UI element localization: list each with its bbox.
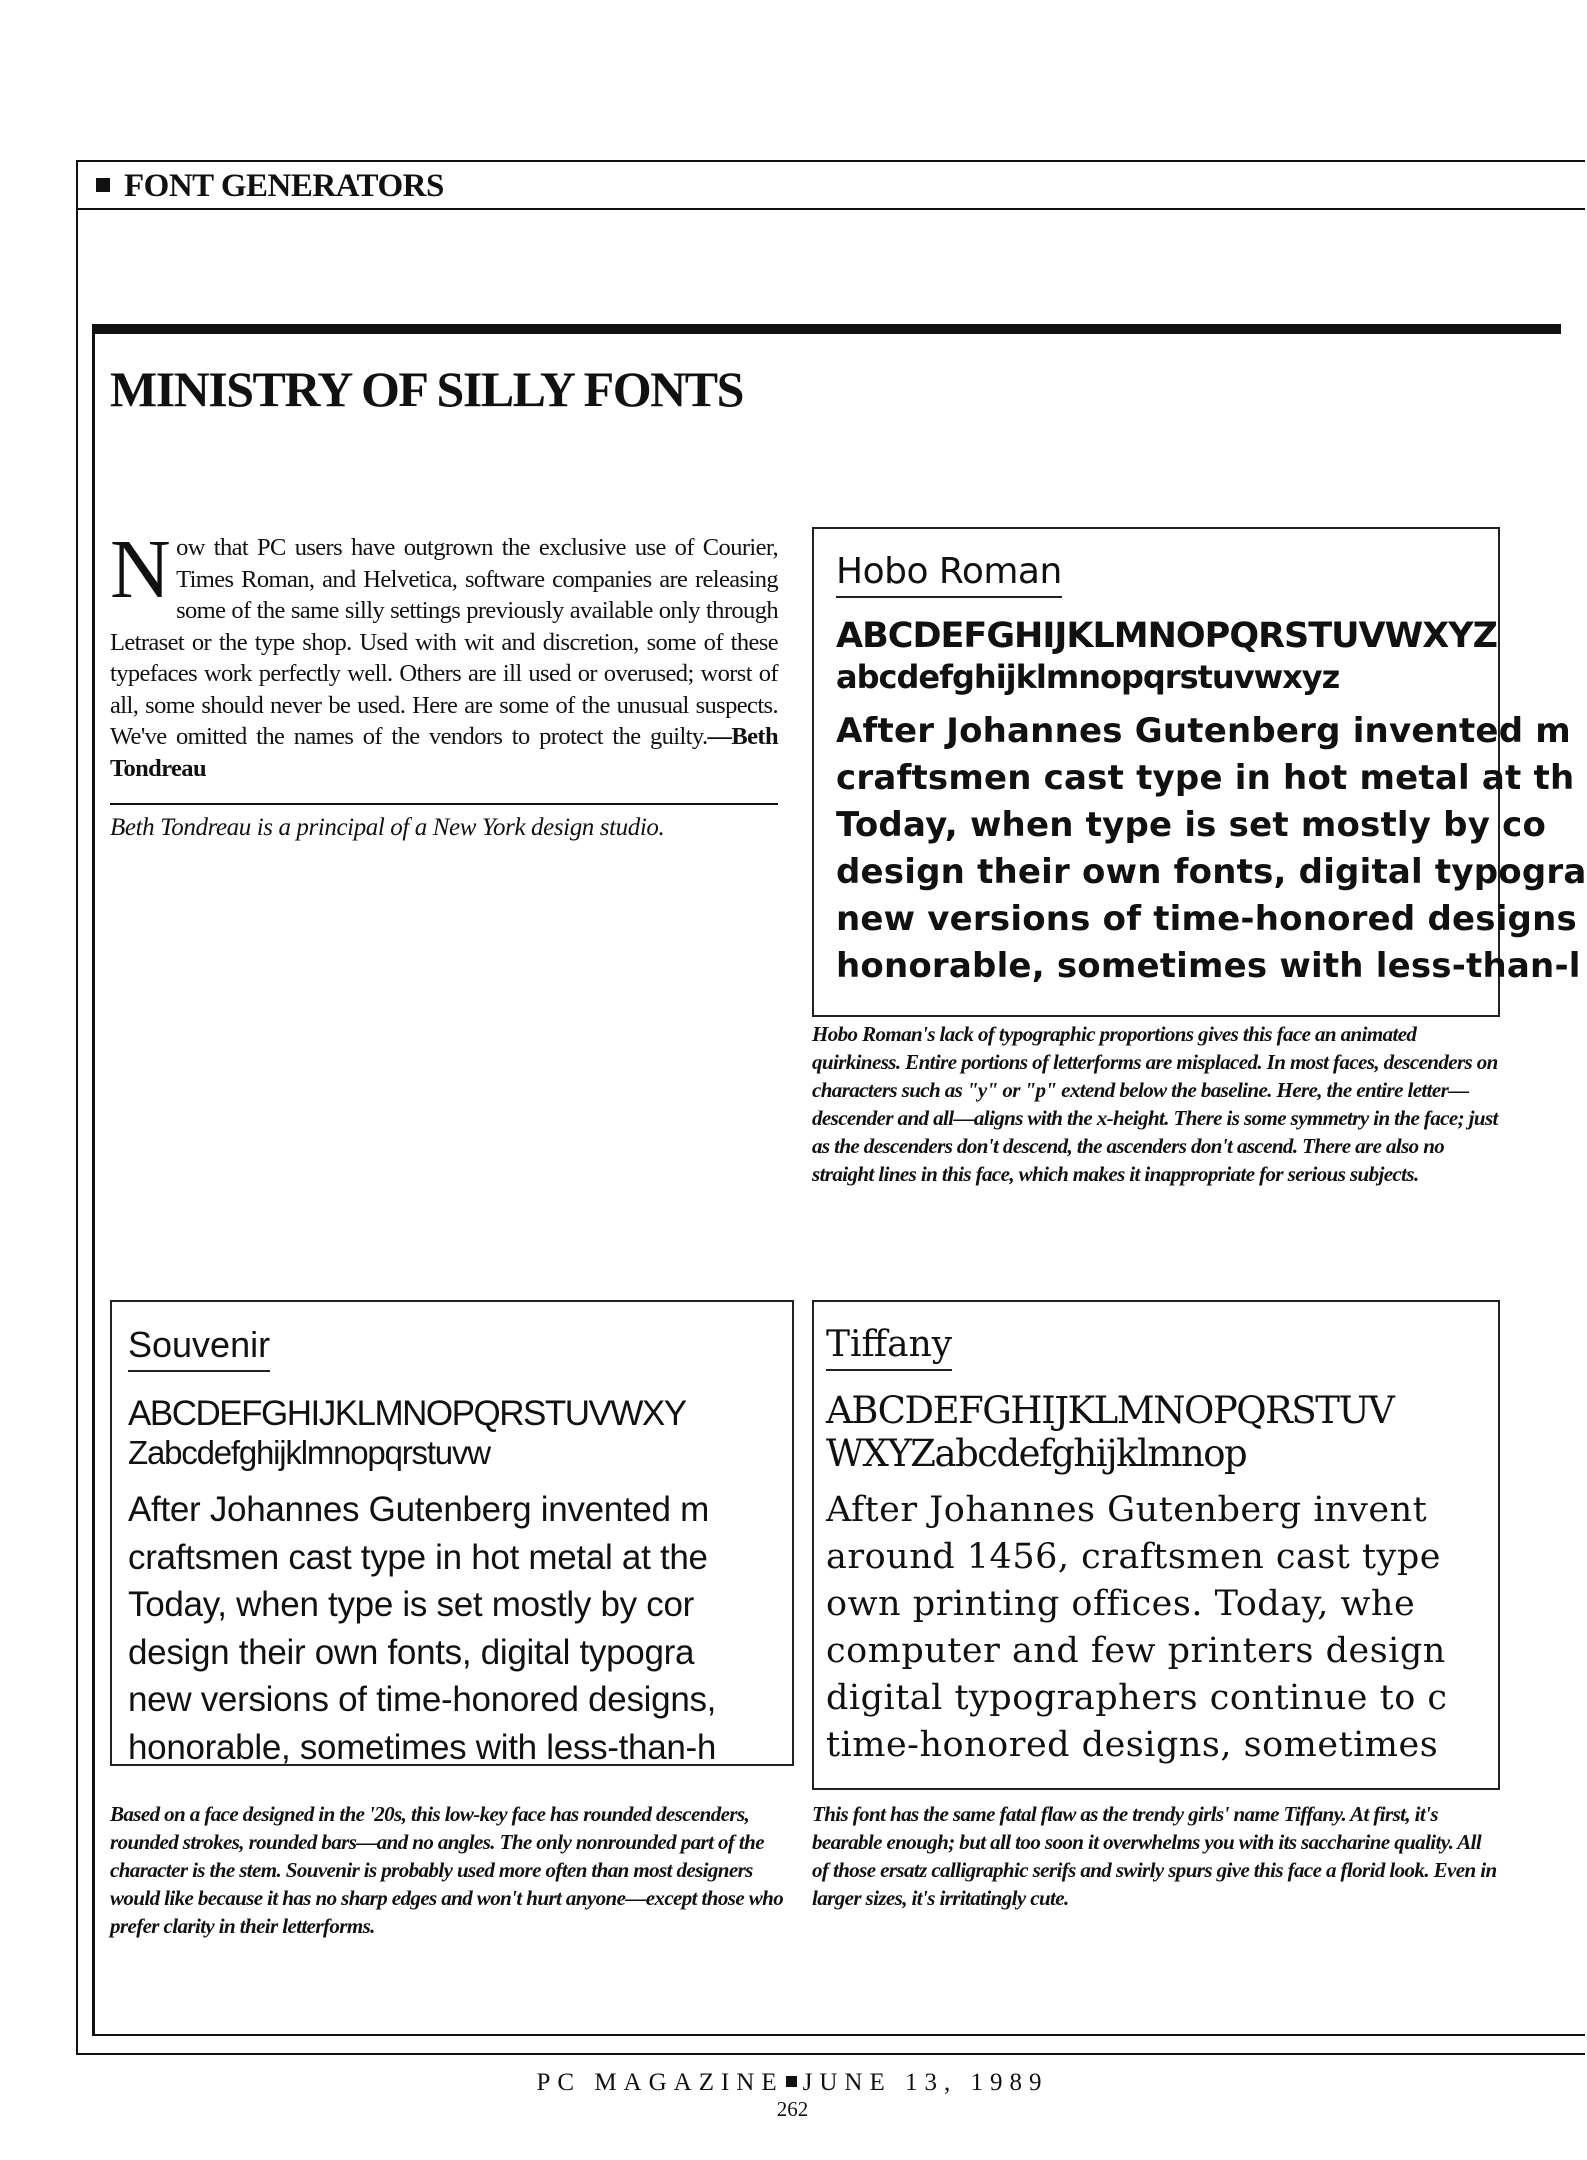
drop-cap: N (110, 523, 171, 616)
sample-line: new versions of time-honored designs (836, 899, 1577, 939)
sidebar-top-rule (92, 324, 1561, 334)
sample-line: After Johannes Gutenberg invented m (128, 1490, 709, 1529)
font-name: Tiffany (826, 1324, 952, 1371)
caption-hobo-roman: Hobo Roman's lack of typographic proportions gives this face an animated quirkiness. Entire portions of letterforms are misplaced. In most faces, descenders on characters such as "y" or "p" extend below the baseline. Here, the entire letter—descender and all—aligns with the x-height. There is some symmetry in the face; just as the descenders don't descend, the ascenders don't ascend. There are also no straight lines in this face, which makes it inappropriate for serious subjects. (812, 1022, 1498, 1186)
sample-line: craftsmen cast type in hot metal at the (128, 1537, 708, 1577)
sample-line: Today, when type is set mostly by co (836, 805, 1547, 845)
sample-line: new versions of time-honored designs, (128, 1680, 717, 1719)
header-rule (78, 208, 1585, 210)
sample-line: design their own fonts, digital typogra (128, 1632, 695, 1672)
sample-line: own printing offices. Today, whe (826, 1584, 1416, 1624)
lowercase-alphabet: abcdefghijklmnopqrstuvwxyz (836, 658, 1340, 696)
byline: —Beth Tondreau (110, 723, 778, 782)
sample-line: craftsmen cast type in hot metal at th (836, 758, 1575, 798)
sample-line: After Johannes Gutenberg invented m (836, 711, 1571, 751)
lowercase-alphabet: WXYZabcdefghijklmnop (826, 1432, 1247, 1475)
outer-frame-left-rule (76, 160, 78, 2055)
font-sample-box-souvenir (110, 1300, 794, 1766)
sample-line: design their own fonts, digital typogra (836, 852, 1587, 892)
sample-text (836, 708, 1587, 990)
font-sample-box-hobo-roman (812, 527, 1587, 1017)
font-name: Souvenir (128, 1324, 270, 1372)
caption-tiffany: This font has the same fatal flaw as the trendy girls' name Tiffany. At first, it's bearable enough; but all too soon it overwhelms you with its saccharine quality. All of those ersatz calligraphic serifs and swirly spurs give this face a florid look. Even in larger sizes, it's irritatingly cute. (812, 1802, 1497, 1910)
lowercase-alphabet: Zabcdefghijklmnopqrstuvw (128, 1434, 490, 1471)
caption-souvenir: Based on a face designed in the '20s, this low-key face has rounded descenders, rounded strokes, rounded bars—and no angles. The only nonrounded part of the character is the stem. Souvenir is probably used more often than most designers would like because it has no sharp edges and won't hurt anyone—except those who prefer clarity in their letterforms. (110, 1802, 784, 1938)
section-label (96, 168, 444, 205)
intro-paragraph (110, 523, 778, 784)
sidebar-title: MINISTRY OF SILLY FONTS (110, 361, 743, 417)
sample-line: honorable, sometimes with less-than-h (128, 1727, 717, 1767)
sample-line: digital typographers continue to c (826, 1678, 1448, 1718)
sidebar-bottom-rule (92, 2034, 1585, 2036)
sidebar-left-rule (92, 324, 95, 2036)
sample-line: honorable, sometimes with less-than-l (836, 946, 1581, 986)
uppercase-alphabet: ABCDEFGHIJKLMNOPQRSTUV (826, 1389, 1394, 1432)
sample-text (128, 1486, 778, 1771)
intro-divider (110, 803, 778, 805)
font-name: Hobo Roman (836, 551, 1062, 598)
uppercase-alphabet: ABCDEFGHIJKLMNOPQRSTUVWXYZ (836, 616, 1497, 656)
author-bio: Beth Tondreau is a principal of a New York design studio. (110, 814, 665, 841)
magazine-name: PC MAGAZINE (536, 2069, 784, 2096)
page-number: 262 (776, 2097, 809, 2121)
sample-line: time-honored designs, sometimes (826, 1725, 1439, 1765)
square-bullet-icon (786, 2076, 797, 2087)
square-bullet-icon (96, 178, 110, 192)
footer-folio (0, 2069, 1585, 2097)
sample-text (826, 1487, 1484, 1769)
sample-line: computer and few printers design (826, 1631, 1446, 1671)
intro-text: ow that PC users have outgrown the exclusive use of Courier, Times Roman, and Helvetica, software companies are releasing some of the same silly settings previously available only through Letraset or the type shop. Used with wit and discretion, some of these typefaces work perfectly well. Others are ill used or overused; worst of all, some should never be used. Here are some of the unusual suspects. We've omitted the names of the vendors to protect the guilty. (110, 534, 778, 750)
outer-frame-top-rule (76, 160, 1585, 162)
outer-frame-bottom-rule (76, 2053, 1585, 2055)
sample-line: Today, when type is set mostly by cor (128, 1585, 694, 1624)
uppercase-alphabet: ABCDEFGHIJKLMNOPQRSTUVWXY (128, 1394, 686, 1433)
sample-line: around 1456, craftsmen cast type (826, 1537, 1441, 1577)
issue-date: JUNE 13, 1989 (802, 2069, 1049, 2096)
sample-line: After Johannes Gutenberg invent (826, 1490, 1428, 1530)
section-label-text: FONT GENERATORS (124, 168, 444, 204)
font-sample-box-tiffany (812, 1300, 1500, 1790)
